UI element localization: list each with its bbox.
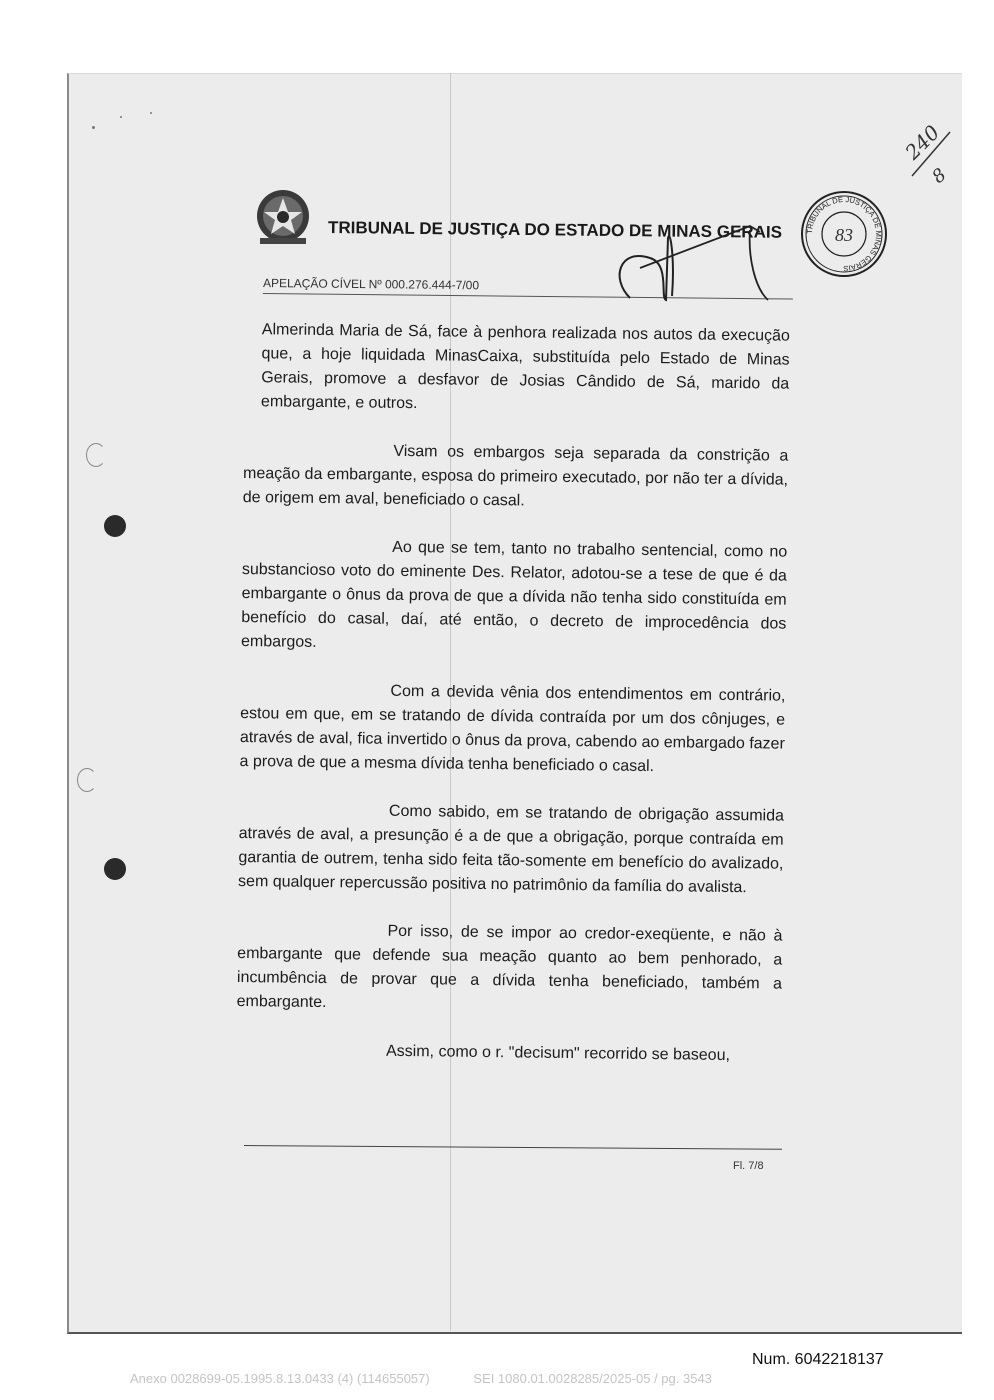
seal-ring-text: TRIBUNAL DE JUSTIÇA DE MINAS GERAIS — [804, 194, 884, 274]
case-reference: APELAÇÃO CÍVEL Nº 000.276.444-7/00 — [263, 276, 793, 300]
svg-text:8: 8 — [928, 164, 951, 188]
annex-reference: Anexo 0028699-05.1995.8.13.0433 (4) (114655057) — [130, 1371, 430, 1386]
punch-hole — [104, 515, 126, 537]
annex-footer — [130, 1371, 712, 1386]
scan-speck — [92, 126, 95, 129]
document-body — [236, 318, 790, 1069]
paragraph: Visam os embargos seja separada da constrição a meação da embargante, esposa do primeiro executado, por não ter a dívida, de origem em aval, beneficiado o casal. — [242, 442, 789, 510]
document-number: Num. 6042218137 — [752, 1351, 884, 1368]
scan-speck — [120, 116, 122, 118]
coat-of-arms-icon — [248, 186, 318, 248]
binder-ring-mark — [86, 443, 106, 467]
paragraph: Por isso, de se impor ao credor-exeqüente, e não à embargante que defende sua meação quanto ao bem penhorado, a incumbência de provar que a dívida tenha beneficiado, também a embargante. — [236, 922, 783, 1012]
paragraph: Com a devida vênia dos entendimentos em contrário, estou em que, em se tratando de dívida contraída por um dos cônjuges, e através de aval, fica invertido o ônus da prova, cabendo ao embargado fazer a prova de que a mesma dívida tenha beneficiado o casal. — [239, 682, 786, 776]
paragraph: Como sabido, em se tratando de obrigação assumida através de aval, a presunção é a de que a obrigação, porque contraída em garantia de outrem, tenha sido feita tão-somente em benefício do avalizado, sem qualquer repercussão positiva no patrimônio da família do avalista. — [238, 802, 785, 897]
paragraph: Ao que se tem, tanto no trabalho sentencial, como no substancioso voto do eminente Des. Relator, adotou-se a tese de que é da embargante o ônus da prova de que a dívida não tenha sido constituída em benefício do casal, daí, até então, o decreto de improcedência dos embargos. — [240, 538, 788, 651]
seal-number: 83 — [835, 225, 853, 245]
binder-ring-mark — [77, 768, 97, 792]
handwritten-page-number: 240 — [900, 120, 945, 165]
handwritten-folio — [898, 118, 958, 188]
paragraph: Assim, como o r. "decisum" recorrido se baseou, — [385, 1042, 731, 1064]
scan-speck — [150, 112, 152, 114]
court-seal-stamp — [800, 190, 888, 278]
paragraph: Almerinda Maria de Sá, face à penhora realizada nos autos da execução que, a hoje liquidada MinasCaixa, substituída pelo Estado de Minas Gerais, promove a desfavor de Josias Cândido de Sá, marido da embargante, e outros. — [260, 321, 790, 413]
punch-hole — [104, 858, 126, 880]
handwritten-signature — [600, 218, 790, 308]
court-name: TRIBUNAL DE JUSTIÇA DO ESTADO DE MINAS GERAIS — [327, 218, 783, 242]
page-marker: Fl. 7/8 — [733, 1160, 764, 1172]
sei-reference: SEI 1080.01.0028285/2025-05 / pg. 3543 — [473, 1371, 712, 1386]
